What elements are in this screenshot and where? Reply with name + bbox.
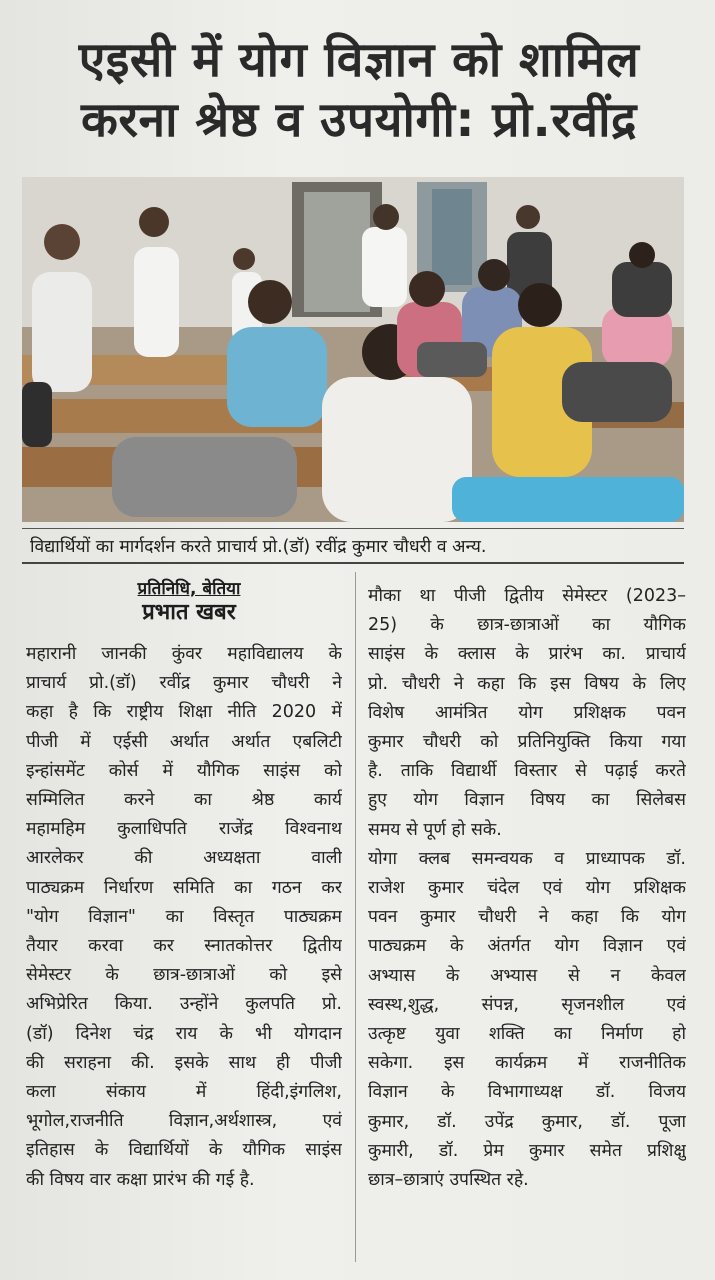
body-line: राजेश कुमार चंदेल एवं योग प्रशिक्षक — [368, 878, 686, 899]
body-line: कुमार, डॉ. उपेंद्र कुमार, डॉ. पूजा — [368, 1111, 686, 1132]
body-line: की सराहना की. इसके साथ ही पीजी — [26, 1052, 342, 1073]
article-headline — [24, 30, 694, 150]
headline-line-2: करना श्रेष्ठ व उपयोगी: प्रो.रवींद्र — [80, 92, 638, 148]
body-line: पवन कुमार चौधरी ने कहा कि योग — [368, 907, 686, 928]
byline — [24, 578, 354, 626]
body-line: प्रो. चौधरी ने कहा कि इस विषय के लिए — [368, 673, 686, 694]
body-line: (डॉ) दिनेश चंद्र राय के भी योगदान — [26, 1023, 342, 1044]
headline-line-1: एइसी में योग विज्ञान को शामिल — [78, 32, 640, 88]
body-line: पाठ्यक्रम के अंतर्गत योग विज्ञान एवं — [368, 936, 686, 957]
body-line: कला संकाय में हिंदी,इंगलिश, — [26, 1082, 342, 1103]
body-line: आरलेकर की अध्यक्षता वाली — [26, 848, 342, 869]
body-line: महामहिम कुलाधिपति राजेंद्र विश्वनाथ — [26, 819, 342, 840]
article-body-right-column — [368, 582, 686, 1195]
body-line: उत्कृष्ट युवा शक्ति का निर्माण हो — [368, 1024, 686, 1045]
body-line: पीजी में एईसी अर्थात अर्थात एबलिटी — [26, 731, 342, 752]
body-line: अभिप्रेरित किया. उन्होंने कुलपति प्रो. — [26, 994, 342, 1015]
body-line: "योग विज्ञान" का विस्तृत पाठ्यक्रम — [26, 906, 342, 927]
body-line: स्वस्थ,शुद्ध, संपन्न, सृजनशील एवं — [368, 994, 686, 1015]
body-line: छात्र–छात्राएं उपस्थित रहे. — [368, 1170, 529, 1191]
body-line: इतिहास के विद्यार्थियों के यौगिक साइंस — [26, 1140, 342, 1161]
body-line: समय से पूर्ण हो सके. — [368, 819, 502, 840]
body-line: की विषय वार कक्षा प्रारंभ की गई है. — [26, 1169, 255, 1190]
body-line: मौका था पीजी द्वितीय सेमेस्टर (2023– — [368, 586, 686, 606]
body-line: हुए योग विज्ञान विषय का सिलेबस — [368, 790, 686, 811]
body-line: पाठ्यक्रम निर्धारण समिति का गठन कर — [26, 877, 342, 898]
byline-place: प्रतिनिधि, बेतिया — [137, 579, 241, 599]
body-line: कुमारी, डॉ. प्रेम कुमार समेत प्रशिक्षु — [368, 1140, 686, 1161]
column-divider — [355, 572, 356, 1262]
body-line: सकेगा. इस कार्यक्रम में राजनीतिक — [368, 1053, 686, 1074]
body-line: कुमार चौधरी को प्रतिनियुक्ति किया गया — [368, 732, 686, 753]
body-line: विज्ञान के विभागाध्यक्ष डॉ. विजय — [368, 1082, 686, 1103]
body-line: अभ्यास के अभ्यास से न केवल — [368, 965, 686, 986]
classroom-photo — [22, 177, 684, 522]
body-line: योगा क्लब समन्वयक व प्राध्यापक डॉ. — [368, 848, 686, 869]
classroom-photo-illustration — [22, 177, 684, 522]
body-line: सम्मिलित करने का श्रेष्ठ कार्य — [26, 790, 342, 811]
body-line: सेमेस्टर के छात्र-छात्राओं को इसे — [26, 965, 342, 986]
body-line: महारानी जानकी कुंवर महाविद्यालय के — [26, 644, 342, 664]
body-line: 25) के छात्र-छात्राओं का यौगिक — [368, 615, 686, 636]
body-line: प्राचार्य प्रो.(डॉ) रवींद्र कुमार चौधरी ने — [26, 673, 342, 694]
body-line: इन्हांसमेंट कोर्स में यौगिक साइंस को — [26, 760, 342, 781]
body-line: विशेष आमंत्रित योग प्रशिक्षक पवन — [368, 702, 686, 723]
byline-paper: प्रभात खबर — [142, 600, 236, 625]
article-body-left-column — [26, 640, 342, 1195]
body-line: है. ताकि विद्यार्थी विस्तार से पढ़ाई करते — [368, 761, 686, 782]
body-line: साइंस के क्लास के प्रारंभ का. प्राचार्य — [368, 644, 686, 665]
body-line: तैयार करवा कर स्नातकोत्तर द्वितीय — [26, 936, 342, 957]
body-line: भूगोल,राजनीति विज्ञान,अर्थशास्त्र, एवं — [26, 1111, 342, 1132]
body-line: कहा है कि राष्ट्रीय शिक्षा नीति 2020 में — [26, 702, 342, 723]
photo-caption: विद्यार्थियों का मार्गदर्शन करते प्राचार्य प्रो.(डॉ) रवींद्र कुमार चौधरी व अन्य. — [22, 528, 684, 564]
